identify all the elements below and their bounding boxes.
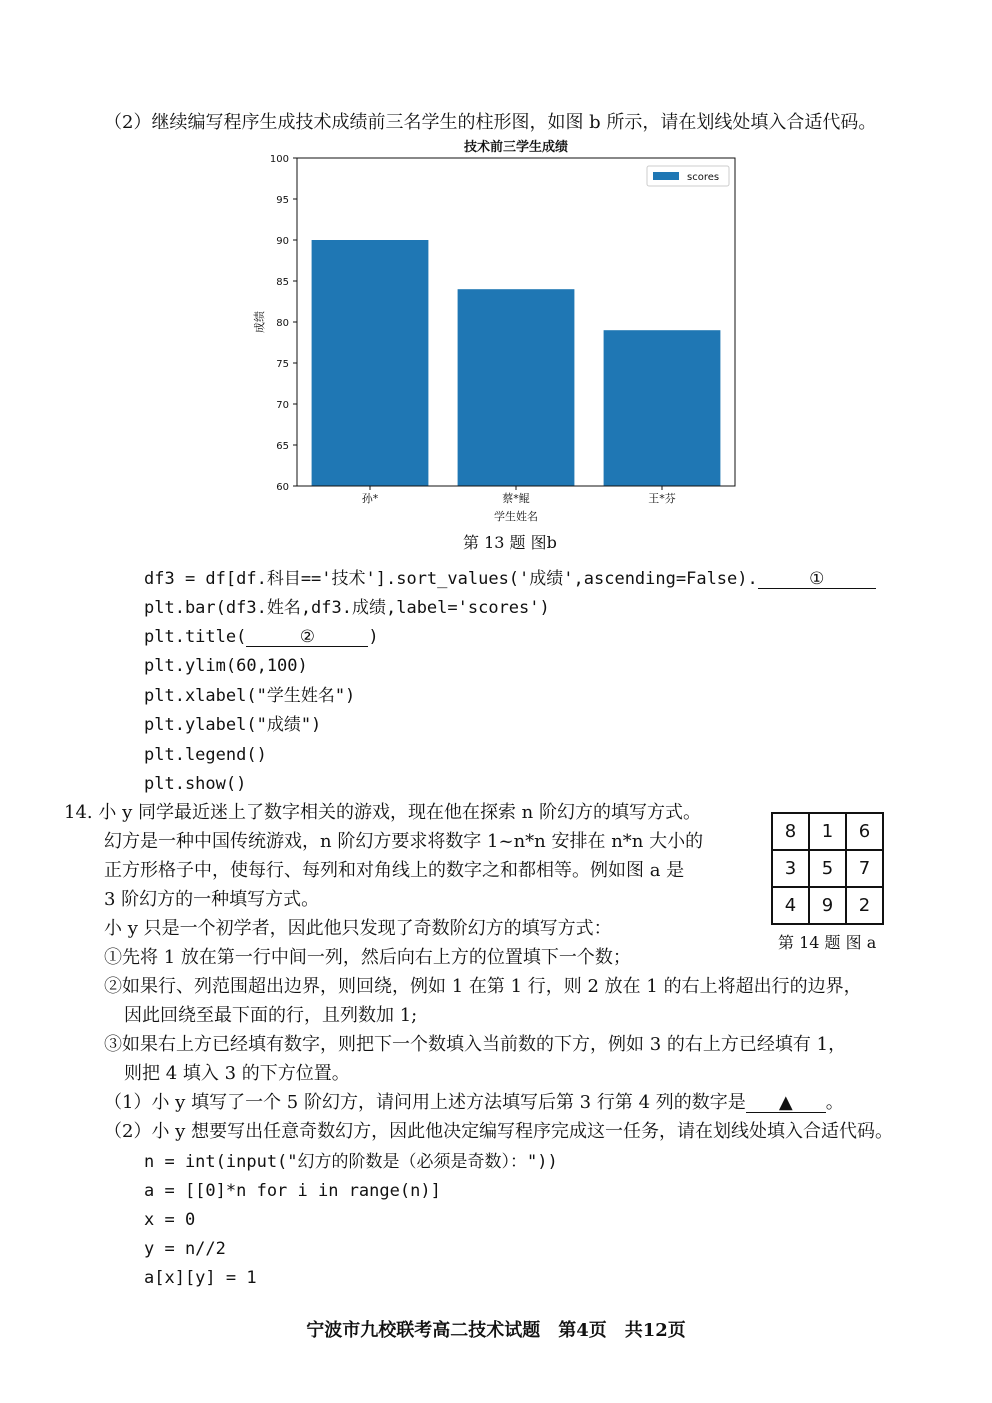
y-tick-label: 70 bbox=[276, 400, 289, 411]
legend-swatch bbox=[653, 172, 679, 180]
code-line-3 bbox=[144, 626, 379, 648]
bar-chart bbox=[240, 136, 740, 526]
code-line: a[x][y] = 1 bbox=[144, 1268, 257, 1288]
y-tick-label: 95 bbox=[276, 195, 289, 206]
q14-intro-line: 小 y 只是一个初学者，因此他只发现了奇数阶幻方的填写方式： bbox=[104, 918, 612, 939]
code-line: a = [[0]*n for i in range(n)] bbox=[144, 1181, 441, 1201]
code-line: y = n//2 bbox=[144, 1239, 226, 1259]
x-tick-label: 蔡*鲲 bbox=[502, 492, 530, 505]
q14-intro-line: 3 阶幻方的一种填写方式。 bbox=[104, 889, 320, 910]
x-tick-label: 孙* bbox=[361, 492, 379, 505]
chart-bar bbox=[458, 289, 575, 486]
q14-intro-line: 幻方是一种中国传统游戏，n 阶幻方要求将数字 1~n*n 安排在 n*n 大小的 bbox=[104, 831, 704, 852]
answer-blank-1[interactable]: ① bbox=[758, 568, 876, 589]
q13-figure-caption: 第 13 题 图b bbox=[463, 533, 557, 552]
chart-bar bbox=[604, 330, 721, 486]
magic-square-cell: 9 bbox=[809, 887, 846, 924]
q13-part2-prompt: （2）继续编写程序生成技术成绩前三名学生的柱形图，如图 b 所示，请在划线处填入合适代码。 bbox=[104, 112, 877, 133]
code-line: n = int(input("幻方的阶数是（必须是奇数）：")) bbox=[144, 1152, 558, 1172]
y-tick-label: 100 bbox=[269, 154, 289, 165]
q14-rule-3-cont: 则把 4 填入 3 的下方位置。 bbox=[124, 1063, 350, 1084]
legend-label: scores bbox=[687, 172, 720, 183]
y-tick-label: 90 bbox=[276, 236, 289, 247]
y-tick-label: 60 bbox=[276, 482, 289, 493]
q14-part1 bbox=[104, 1092, 844, 1114]
code-line-6: plt.ylabel("成绩") bbox=[144, 715, 322, 735]
code-line: x = 0 bbox=[144, 1210, 196, 1230]
q14-part2: （2）小 y 想要写出任意奇数幻方，因此他决定编写程序完成这一任务，请在划线处填入合适代码。 bbox=[104, 1121, 894, 1142]
code-line-2: plt.bar(df3.姓名,df3.成绩,label='scores') bbox=[144, 598, 550, 618]
answer-blank-2[interactable]: ② bbox=[246, 626, 368, 647]
q14-intro-line: 14. 小 y 同学最近迷上了数字相关的游戏，现在他在探索 n 阶幻方的填写方式。 bbox=[64, 802, 701, 823]
code-line-7: plt.legend() bbox=[144, 745, 267, 765]
magic-square-cell: 7 bbox=[846, 850, 883, 887]
x-tick-label: 王*芬 bbox=[648, 492, 676, 505]
q14-rule-1: ①先将 1 放在第一行中间一列，然后向右上方的位置填下一个数； bbox=[104, 947, 631, 968]
code-text: plt.title( bbox=[144, 627, 247, 647]
code-text: df3 = df[df.科目=='技术'].sort_values('成绩',ascending=False). bbox=[144, 569, 758, 589]
code-line-4: plt.ylim(60,100) bbox=[144, 656, 308, 676]
q14-figure-caption: 第 14 题 图 a bbox=[778, 933, 877, 952]
magic-square-cell: 2 bbox=[846, 887, 883, 924]
q14-rule-2-cont: 因此回绕至最下面的行，且列数加 1; bbox=[124, 1005, 418, 1026]
magic-square bbox=[771, 812, 884, 925]
magic-square-cell: 6 bbox=[846, 813, 883, 850]
y-tick-label: 80 bbox=[276, 318, 289, 329]
chart-bar bbox=[312, 240, 429, 486]
x-axis-label: 学生姓名 bbox=[494, 510, 538, 523]
code-text: ) bbox=[368, 627, 379, 647]
magic-square-cell: 3 bbox=[772, 850, 809, 887]
chart-title: 技术前三学生成绩 bbox=[463, 140, 569, 155]
question-text: 。 bbox=[825, 1092, 844, 1113]
answer-blank-triangle[interactable]: ▲ bbox=[746, 1092, 826, 1113]
code-line-5: plt.xlabel("学生姓名") bbox=[144, 686, 356, 706]
code-line-8: plt.show() bbox=[144, 774, 247, 794]
question-text: （1）小 y 填写了一个 5 阶幻方，请问用上述方法填写后第 3 行第 4 列的数字是 bbox=[104, 1092, 746, 1113]
q14-rule-3: ③如果右上方已经填有数字，则把下一个数填入当前数的下方，例如 3 的右上方已经填有 1， bbox=[104, 1034, 847, 1055]
magic-square-cell: 1 bbox=[809, 813, 846, 850]
magic-square-cell: 5 bbox=[809, 850, 846, 887]
y-tick-label: 65 bbox=[276, 441, 289, 452]
q14-rule-2: ②如果行、列范围超出边界，则回绕，例如 1 在第 1 行，则 2 放在 1 的右上将超出行的边界， bbox=[104, 976, 862, 997]
y-tick-label: 75 bbox=[276, 359, 289, 370]
y-tick-label: 85 bbox=[276, 277, 289, 288]
magic-square-cell: 8 bbox=[772, 813, 809, 850]
y-axis-label: 成绩 bbox=[253, 311, 266, 333]
q14-intro-line: 正方形格子中，使每行、每列和对角线上的数字之和都相等。例如图 a 是 bbox=[104, 860, 685, 881]
magic-square-cell: 4 bbox=[772, 887, 809, 924]
page-footer: 宁波市九校联考高二技术试题 第4页 共12页 bbox=[306, 1320, 686, 1341]
code-line-1 bbox=[144, 568, 876, 590]
